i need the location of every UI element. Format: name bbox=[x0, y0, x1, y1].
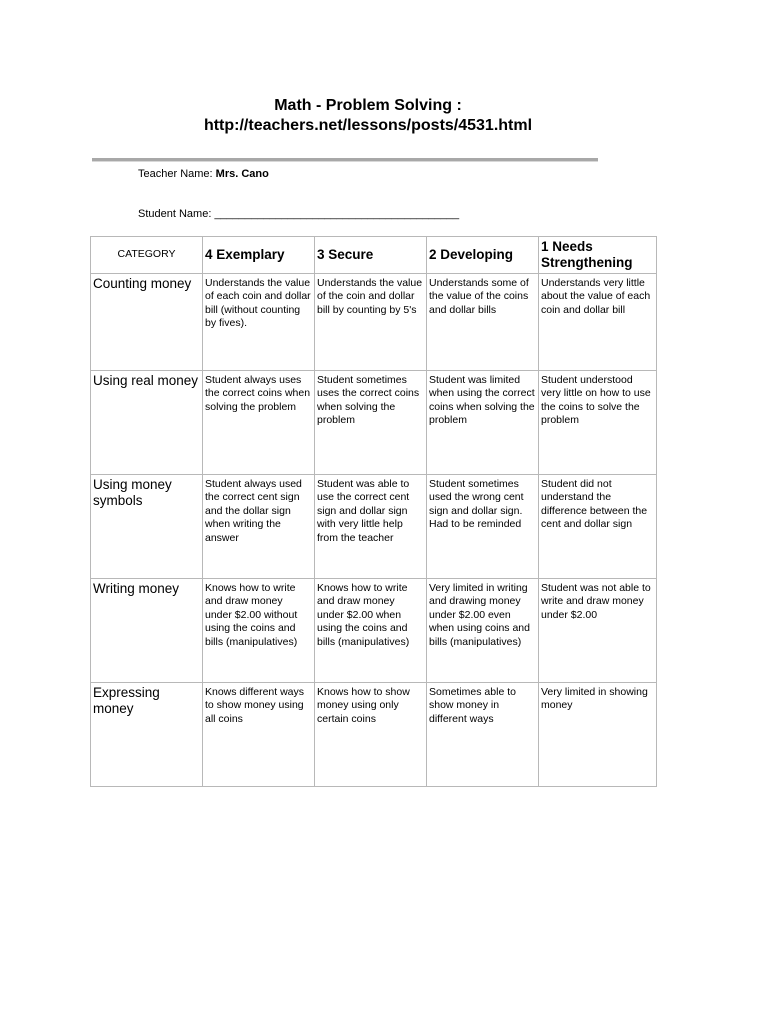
table-cell: Student was able to use the correct cent sign and dollar sign with very little help from the teacher bbox=[315, 475, 427, 579]
title-line-1: Math - Problem Solving : bbox=[274, 97, 462, 114]
table-cell: Sometimes able to show money in different ways bbox=[427, 683, 539, 787]
table-cell: Knows how to write and draw money under $2.00 without using the coins and bills (manipulatives) bbox=[203, 579, 315, 683]
table-cell: Knows different ways to show money using all coins bbox=[203, 683, 315, 787]
table-cell: Understands very little about the value of each coin and dollar bill bbox=[539, 274, 657, 371]
rubric-table bbox=[90, 236, 657, 787]
student-name-line bbox=[138, 207, 459, 221]
table-row bbox=[91, 274, 657, 371]
table-cell: Student always uses the correct coins when solving the problem bbox=[203, 371, 315, 475]
category-cell: Counting money bbox=[91, 274, 203, 371]
teacher-name-line bbox=[138, 167, 269, 181]
table-cell: Knows how to write and draw money under $2.00 when using the coins and bills (manipulatives) bbox=[315, 579, 427, 683]
table-cell: Student was not able to write and draw money under $2.00 bbox=[539, 579, 657, 683]
teacher-name-label: Teacher Name: bbox=[138, 168, 213, 180]
header-level-3: 3 Secure bbox=[315, 237, 427, 274]
document-title bbox=[0, 96, 736, 136]
header-level-1: 1 Needs Strengthening bbox=[539, 237, 657, 274]
table-cell: Student understood very little on how to use the coins to solve the problem bbox=[539, 371, 657, 475]
category-cell: Writing money bbox=[91, 579, 203, 683]
teacher-name-value: Mrs. Cano bbox=[215, 168, 269, 180]
table-cell: Student sometimes used the wrong cent sign and dollar sign. Had to be reminded bbox=[427, 475, 539, 579]
table-row bbox=[91, 371, 657, 475]
table-cell: Knows how to show money using only certain coins bbox=[315, 683, 427, 787]
horizontal-rule bbox=[92, 158, 598, 162]
category-cell: Using real money bbox=[91, 371, 203, 475]
header-category: CATEGORY bbox=[91, 237, 203, 274]
header-row bbox=[91, 237, 657, 274]
header-level-2: 2 Developing bbox=[427, 237, 539, 274]
table-cell: Understands the value of the coin and dollar bill by counting by 5's bbox=[315, 274, 427, 371]
category-cell: Using money symbols bbox=[91, 475, 203, 579]
student-name-label: Student Name: bbox=[138, 208, 212, 220]
table-cell: Very limited in showing money bbox=[539, 683, 657, 787]
table-cell: Student always used the correct cent sign and the dollar sign when writing the answer bbox=[203, 475, 315, 579]
table-cell: Very limited in writing and drawing money under $2.00 even when using coins and bills (manipulatives) bbox=[427, 579, 539, 683]
table-cell: Student sometimes uses the correct coins when solving the problem bbox=[315, 371, 427, 475]
header-level-4: 4 Exemplary bbox=[203, 237, 315, 274]
table-cell: Student was limited when using the correct coins when solving the problem bbox=[427, 371, 539, 475]
table-row bbox=[91, 579, 657, 683]
table-cell: Understands the value of each coin and dollar bill (without counting by fives). bbox=[203, 274, 315, 371]
student-name-blank: ________________________________________ bbox=[214, 208, 460, 220]
title-line-2-url: http://teachers.net/lessons/posts/4531.html bbox=[203, 117, 533, 134]
table-cell: Student did not understand the difference between the cent and dollar sign bbox=[539, 475, 657, 579]
table-cell: Understands some of the value of the coins and dollar bills bbox=[427, 274, 539, 371]
table-row bbox=[91, 683, 657, 787]
table-row bbox=[91, 475, 657, 579]
category-cell: Expressing money bbox=[91, 683, 203, 787]
